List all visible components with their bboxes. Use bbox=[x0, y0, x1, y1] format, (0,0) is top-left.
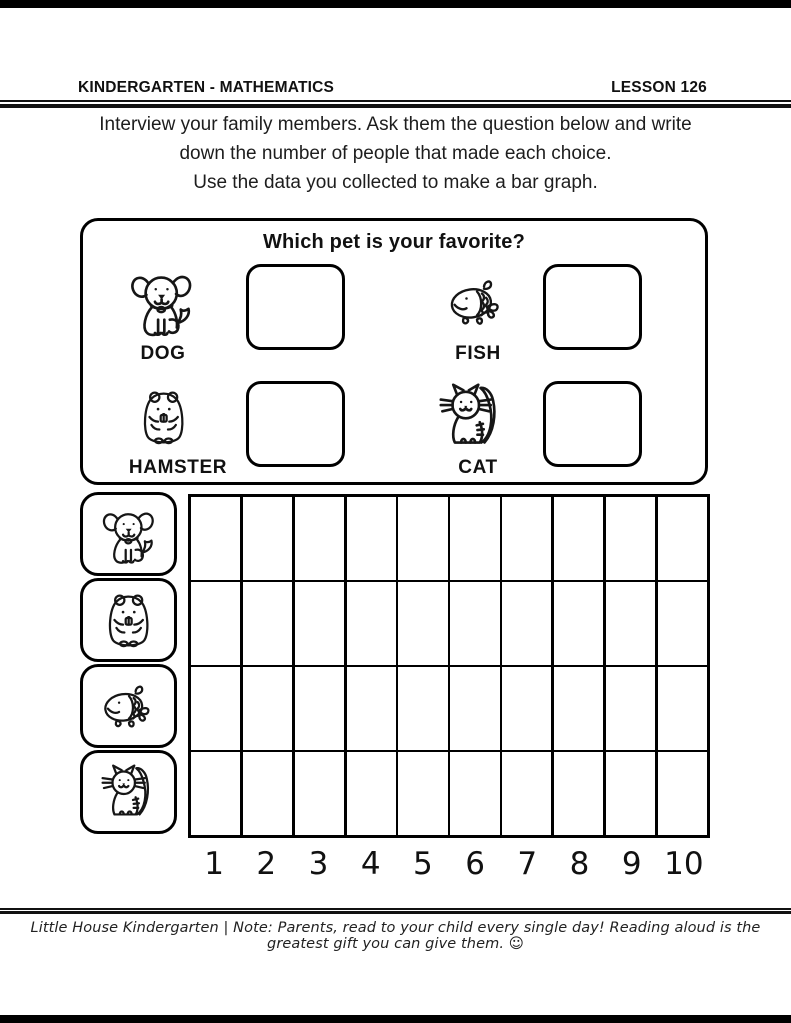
graph-cell[interactable] bbox=[191, 497, 240, 580]
graph-cell[interactable] bbox=[191, 752, 240, 835]
axis-tick-label: 3 bbox=[308, 846, 329, 882]
graph-cell[interactable] bbox=[554, 752, 603, 835]
header-subject: KINDERGARTEN - MATHEMATICS bbox=[78, 79, 335, 96]
graph-cell[interactable] bbox=[398, 497, 447, 580]
fish-icon bbox=[431, 267, 523, 337]
top-edge-bar bbox=[0, 0, 791, 8]
graph-cell[interactable] bbox=[502, 582, 551, 665]
graph-cell[interactable] bbox=[191, 582, 240, 665]
graph-cell[interactable] bbox=[554, 497, 603, 580]
axis-tick-label: 9 bbox=[621, 846, 642, 882]
axis-tick-label: 1 bbox=[204, 846, 224, 882]
fish-row-icon bbox=[80, 664, 177, 748]
graph-cell[interactable] bbox=[243, 667, 292, 750]
instruction-line-1: Interview your family members. Ask them the question below and write bbox=[99, 114, 692, 135]
graph-cell[interactable] bbox=[606, 752, 655, 835]
footer-note: Little House Kindergarten | Note: Parents, read to your child every single day! Reading aloud is the greatest gift you can give them. ☺ bbox=[30, 920, 761, 952]
graph-cell[interactable] bbox=[606, 582, 655, 665]
dog-icon bbox=[123, 261, 201, 341]
graph-cell[interactable] bbox=[554, 582, 603, 665]
header-lesson: LESSON 126 bbox=[611, 79, 707, 96]
instruction-line-3: Use the data you collected to make a bar graph. bbox=[193, 172, 598, 193]
cat-label: CAT bbox=[458, 457, 498, 478]
graph-cell[interactable] bbox=[502, 667, 551, 750]
bottom-edge-bar bbox=[0, 1015, 791, 1023]
graph-cell[interactable] bbox=[398, 667, 447, 750]
bar-graph bbox=[80, 492, 710, 892]
hamster-icon bbox=[131, 379, 197, 455]
graph-cell[interactable] bbox=[606, 667, 655, 750]
survey-question: Which pet is your favorite? bbox=[262, 231, 526, 253]
graph-cell[interactable] bbox=[243, 582, 292, 665]
cat-row-icon bbox=[80, 750, 177, 834]
graph-cell[interactable] bbox=[658, 582, 707, 665]
graph-cell[interactable] bbox=[398, 582, 447, 665]
instruction-line-2: down the number of people that made each choice. bbox=[179, 143, 612, 164]
axis-tick-label: 5 bbox=[413, 846, 433, 882]
graph-cell[interactable] bbox=[191, 667, 240, 750]
fish-count-box[interactable] bbox=[543, 264, 642, 350]
graph-cell[interactable] bbox=[450, 497, 499, 580]
fish-label: FISH bbox=[455, 343, 501, 364]
graph-cell[interactable] bbox=[502, 497, 551, 580]
graph-cell[interactable] bbox=[658, 667, 707, 750]
hamster-row-icon bbox=[80, 578, 177, 662]
bar-graph-grid bbox=[188, 494, 710, 838]
bar-graph-row-icons bbox=[80, 492, 177, 836]
graph-cell[interactable] bbox=[295, 752, 344, 835]
footer-rule bbox=[0, 908, 791, 914]
graph-cell[interactable] bbox=[658, 752, 707, 835]
hamster-count-box[interactable] bbox=[246, 381, 345, 467]
graph-cell[interactable] bbox=[347, 667, 396, 750]
survey-box bbox=[80, 218, 708, 485]
graph-cell[interactable] bbox=[606, 497, 655, 580]
graph-cell[interactable] bbox=[347, 497, 396, 580]
graph-cell[interactable] bbox=[295, 582, 344, 665]
graph-cell[interactable] bbox=[502, 752, 551, 835]
hamster-label: HAMSTER bbox=[128, 457, 228, 478]
x-axis-ticks bbox=[188, 846, 710, 882]
axis-tick-label: 4 bbox=[360, 846, 381, 882]
graph-cell[interactable] bbox=[450, 582, 499, 665]
graph-cell[interactable] bbox=[243, 752, 292, 835]
graph-cell[interactable] bbox=[347, 582, 396, 665]
axis-tick-label: 7 bbox=[517, 846, 538, 882]
graph-cell[interactable] bbox=[295, 667, 344, 750]
axis-tick-label: 6 bbox=[465, 846, 485, 882]
axis-tick-label: 2 bbox=[256, 846, 277, 882]
graph-cell[interactable] bbox=[347, 752, 396, 835]
cat-count-box[interactable] bbox=[543, 381, 642, 467]
graph-cell[interactable] bbox=[658, 497, 707, 580]
dog-row-icon bbox=[80, 492, 177, 576]
dog-count-box[interactable] bbox=[246, 264, 345, 350]
header-rule bbox=[0, 100, 791, 108]
graph-cell[interactable] bbox=[554, 667, 603, 750]
axis-tick-label: 8 bbox=[569, 846, 590, 882]
graph-cell[interactable] bbox=[243, 497, 292, 580]
cat-icon bbox=[429, 377, 515, 455]
graph-cell[interactable] bbox=[450, 667, 499, 750]
graph-cell[interactable] bbox=[450, 752, 499, 835]
graph-cell[interactable] bbox=[295, 497, 344, 580]
axis-tick-label: 10 bbox=[664, 846, 704, 882]
instructions bbox=[0, 110, 791, 197]
graph-cell[interactable] bbox=[398, 752, 447, 835]
dog-label: DOG bbox=[140, 343, 186, 364]
